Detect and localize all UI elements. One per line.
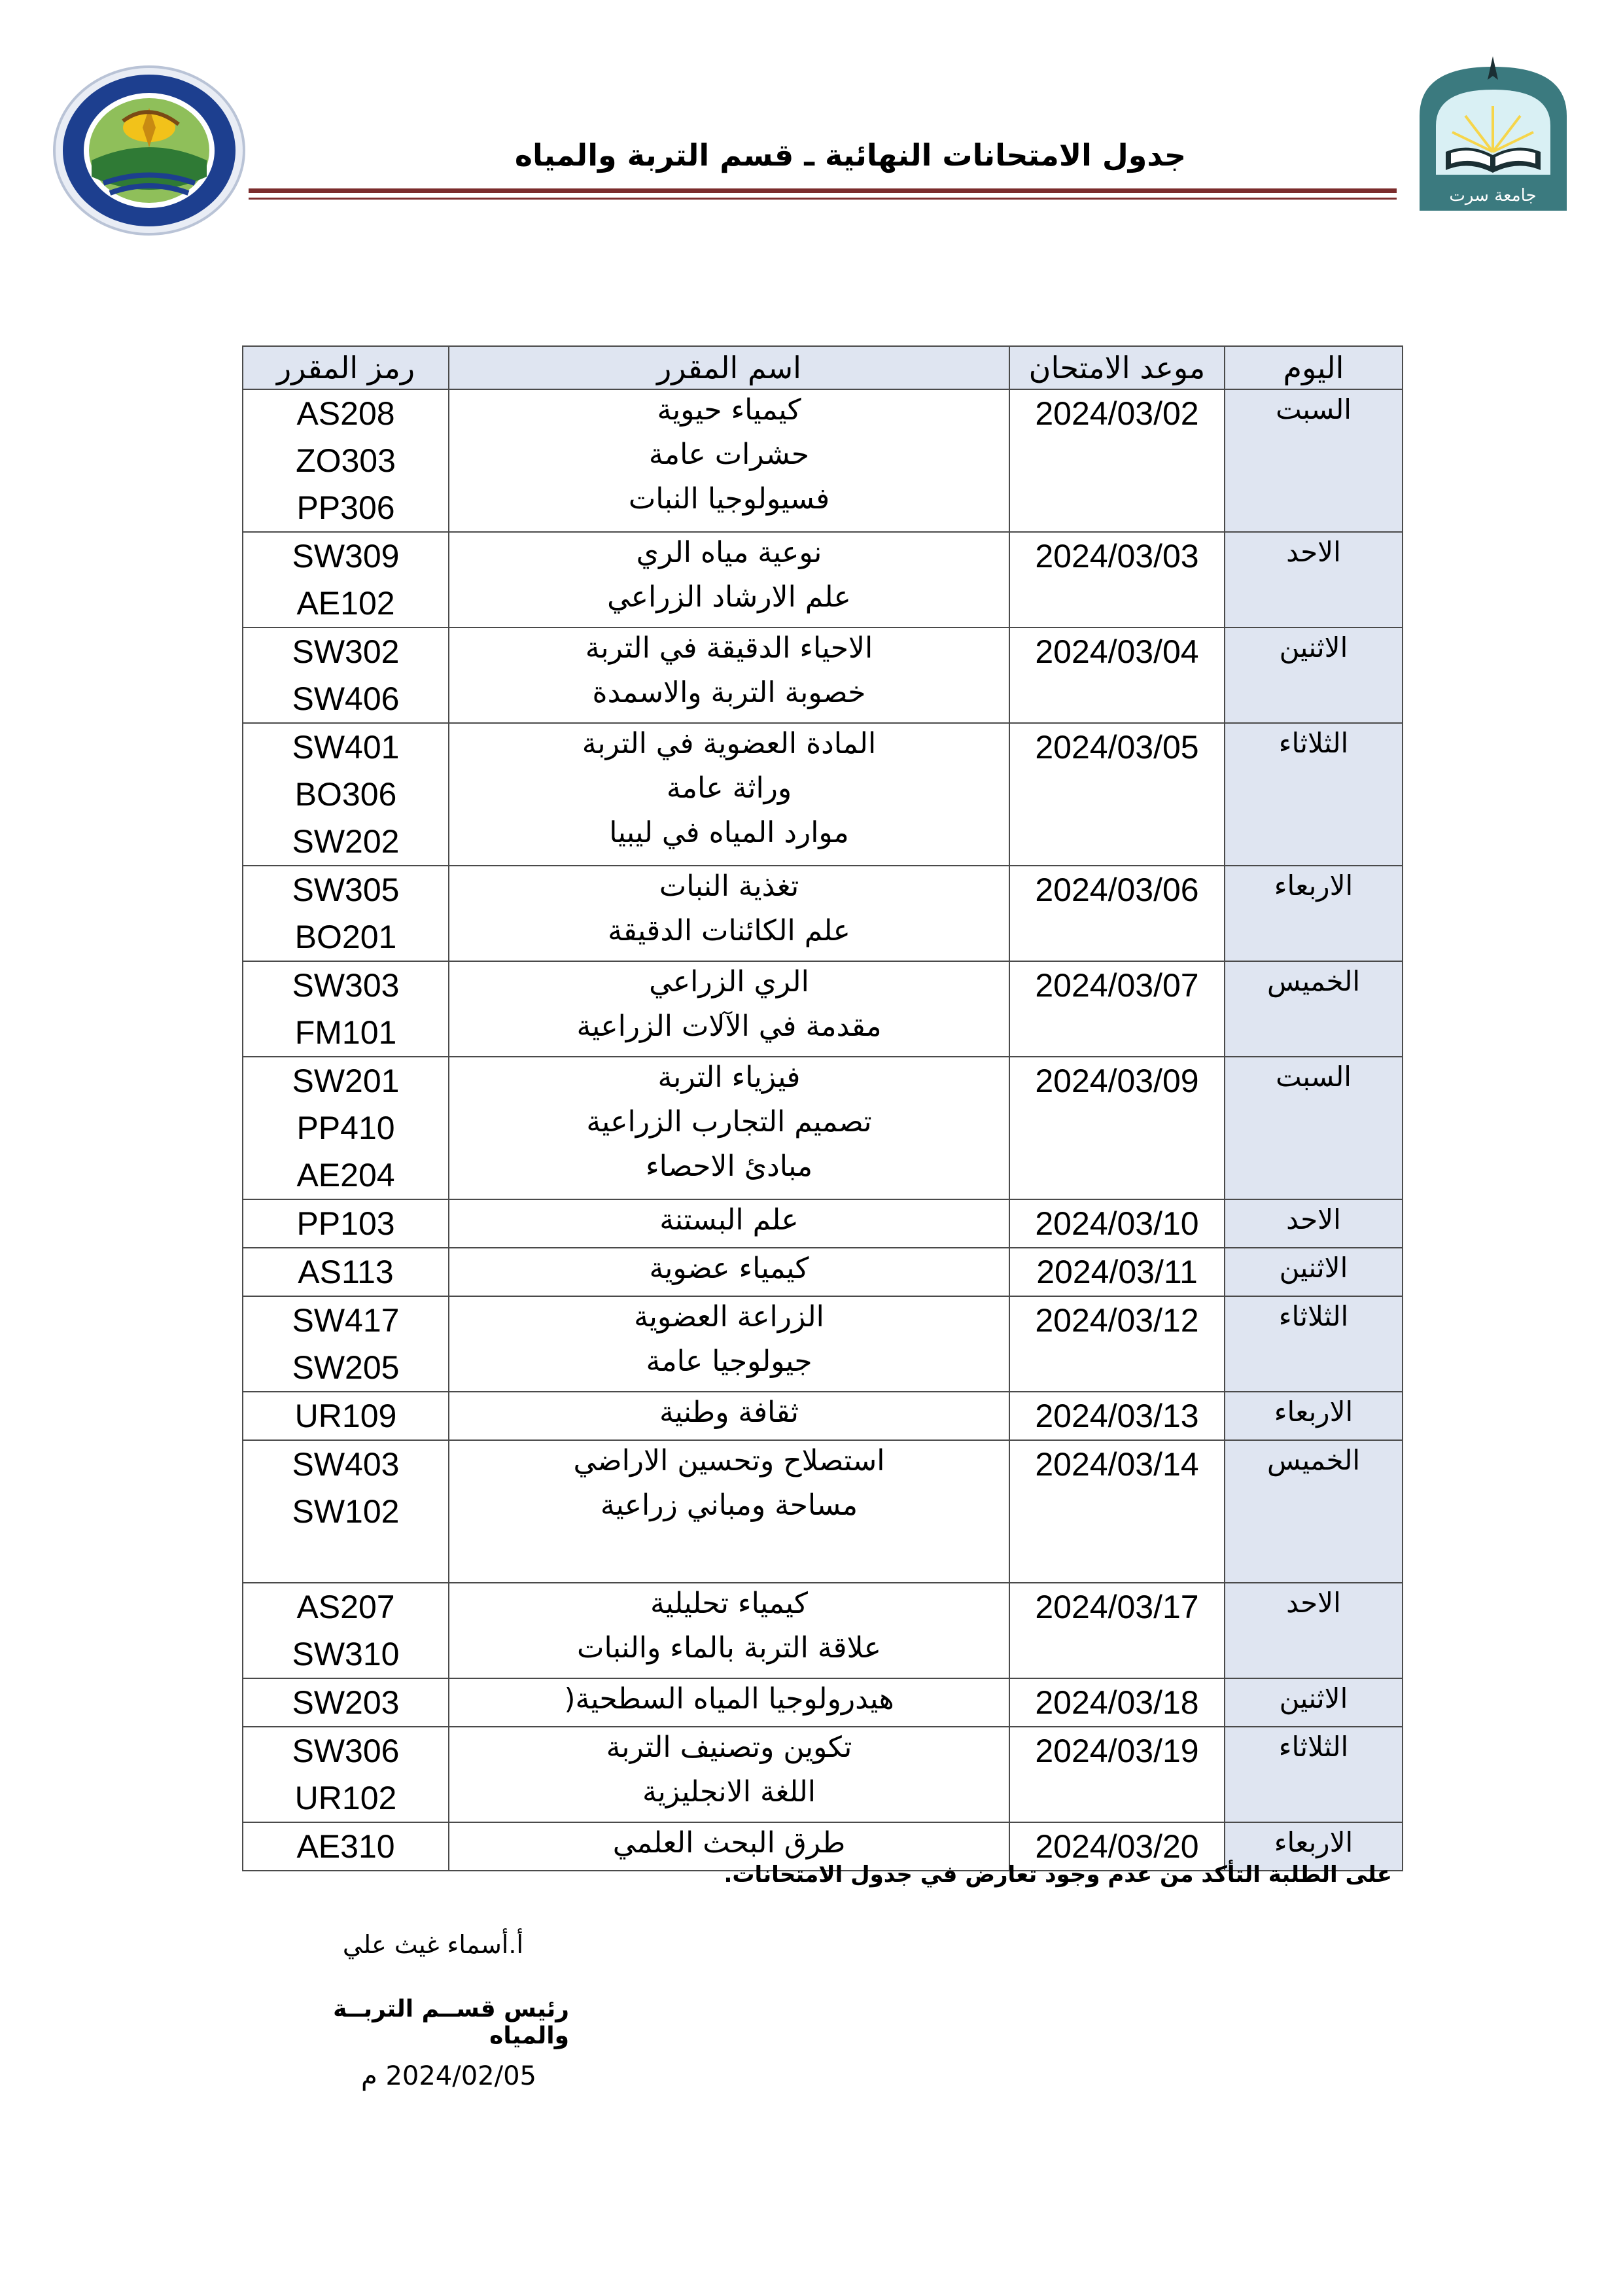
- table-row: [243, 1248, 1403, 1296]
- exam-day: الثلاثاء: [1278, 1300, 1349, 1332]
- exam-day-cell: [1225, 723, 1403, 866]
- course-code-cell: [243, 532, 449, 627]
- exam-day-cell: [1225, 961, 1403, 1057]
- exam-day-cell: [1225, 1392, 1403, 1440]
- exam-day-cell: [1225, 1057, 1403, 1199]
- course-name: مقدمة في الآلات الزراعية: [576, 1010, 882, 1043]
- exam-date-cell: [1009, 627, 1225, 723]
- exam-day: السبت: [1276, 1061, 1352, 1093]
- exam-day-cell: [1225, 1199, 1403, 1248]
- exam-day-cell: [1225, 1678, 1403, 1727]
- course-code-cell: [243, 627, 449, 723]
- course-code: BO306: [294, 776, 397, 813]
- course-name-cell: [449, 1057, 1009, 1199]
- exam-date: 2024/03/04: [1035, 633, 1199, 670]
- header-name: اسم المقرر: [449, 346, 1009, 389]
- course-code: ZO303: [296, 442, 396, 479]
- exam-day: الاثنين: [1279, 631, 1348, 663]
- exam-day-cell: [1225, 627, 1403, 723]
- course-name: مساحة ومباني زراعية: [600, 1489, 858, 1522]
- course-code-cell: [243, 1392, 449, 1440]
- exam-date-cell: [1009, 1583, 1225, 1678]
- course-name: كيمياء عضوية: [649, 1252, 809, 1285]
- exam-date-cell: [1009, 961, 1225, 1057]
- exam-day-cell: [1225, 1727, 1403, 1822]
- exam-day-cell: [1225, 1583, 1403, 1678]
- exam-date: 2024/03/05: [1035, 729, 1199, 766]
- table-row: [243, 1057, 1403, 1199]
- course-name: كيمياء تحليلية: [650, 1587, 808, 1620]
- exam-date-cell: [1009, 723, 1225, 866]
- title-rule-thin: [249, 198, 1397, 200]
- course-name: خصوبة التربة والاسمدة: [592, 676, 866, 709]
- course-code: SW302: [292, 633, 400, 670]
- students-note: على الطلبة التأكد من عدم وجود تعارض في جدول الامتحانات.: [724, 1862, 1392, 1888]
- course-name: تغذية النبات: [659, 870, 799, 903]
- exam-date: 2024/03/18: [1035, 1684, 1199, 1721]
- course-name: المادة العضوية في التربة: [582, 727, 877, 760]
- header-date: موعد الامتحان: [1009, 346, 1225, 389]
- exam-day: الاحد: [1286, 536, 1341, 568]
- exam-date-cell: [1009, 866, 1225, 961]
- course-code: SW310: [292, 1636, 400, 1672]
- course-code: AE310: [296, 1828, 395, 1865]
- exam-date-cell: [1009, 1199, 1225, 1248]
- course-name: علم البستنة: [659, 1203, 799, 1237]
- course-name-cell: [449, 1440, 1009, 1583]
- signer-role: رئيس قســم التربــة والمياه: [333, 1996, 569, 2049]
- course-code: AS207: [296, 1589, 395, 1625]
- course-code-cell: [243, 866, 449, 961]
- exam-day-cell: [1225, 1440, 1403, 1583]
- exam-date: 2024/03/02: [1035, 395, 1199, 432]
- exam-schedule-table: [242, 345, 1397, 1871]
- course-name: مبادئ الاحصاء: [645, 1150, 813, 1183]
- exam-date: 2024/03/19: [1035, 1733, 1199, 1769]
- course-code: SW309: [292, 538, 400, 574]
- course-name-cell: [449, 866, 1009, 961]
- course-code: FM101: [294, 1014, 397, 1051]
- course-name: علم الكائنات الدقيقة: [608, 914, 850, 947]
- course-name: استصلاح وتحسين الاراضي: [573, 1444, 885, 1477]
- course-code: AE204: [296, 1157, 395, 1193]
- course-code-cell: [243, 1296, 449, 1392]
- course-name: الاحياء الدقيقة في التربة: [585, 631, 873, 665]
- course-name: تكوين وتصنيف التربة: [606, 1731, 852, 1764]
- course-code: AS208: [296, 395, 395, 432]
- table-row: [243, 389, 1403, 532]
- course-code-cell: [243, 1583, 449, 1678]
- course-name: الزراعة العضوية: [634, 1300, 824, 1333]
- course-name: فيزياء التربة: [657, 1061, 801, 1094]
- exam-date-cell: [1009, 1440, 1225, 1583]
- course-code: SW303: [292, 967, 400, 1004]
- exam-day-cell: [1225, 1248, 1403, 1296]
- course-code: SW305: [292, 872, 400, 908]
- exam-day: الاربعاء: [1274, 1826, 1353, 1858]
- course-code: SW205: [292, 1349, 400, 1386]
- exam-day: الثلاثاء: [1278, 1731, 1349, 1763]
- exam-date-cell: [1009, 532, 1225, 627]
- course-name: جيولوجيا عامة: [646, 1345, 812, 1378]
- course-code: BO201: [294, 919, 397, 955]
- exam-date: 2024/03/20: [1035, 1828, 1199, 1865]
- course-name: اللغة الانجليزية: [642, 1775, 816, 1809]
- course-name-cell: [449, 532, 1009, 627]
- exam-day-cell: [1225, 532, 1403, 627]
- university-logo: [1413, 54, 1573, 224]
- exam-date-cell: [1009, 1392, 1225, 1440]
- exam-day: الاثنين: [1279, 1682, 1348, 1714]
- exam-day-cell: [1225, 389, 1403, 532]
- course-name: هيدرولوجيا المياه السطحية(: [564, 1682, 894, 1716]
- course-code: AS113: [298, 1254, 394, 1290]
- exam-day: الخميس: [1266, 965, 1361, 997]
- course-code: UR102: [294, 1780, 397, 1816]
- course-name-cell: [449, 1248, 1009, 1296]
- exam-date: 2024/03/03: [1035, 538, 1199, 574]
- exam-date-cell: [1009, 1057, 1225, 1199]
- course-name: تصميم التجارب الزراعية: [586, 1105, 872, 1139]
- table-row: [243, 532, 1403, 627]
- course-name: حشرات عامة: [648, 438, 810, 471]
- exam-date: 2024/03/07: [1035, 967, 1199, 1004]
- header-code: رمز المقرر: [243, 346, 449, 389]
- table-row: [243, 1199, 1403, 1248]
- table-row: [243, 1296, 1403, 1392]
- course-name-cell: [449, 1392, 1009, 1440]
- course-code: SW306: [292, 1733, 400, 1769]
- course-name: علم الارشاد الزراعي: [607, 580, 851, 614]
- course-code: PP410: [296, 1110, 395, 1146]
- table-row: [243, 866, 1403, 961]
- course-name: وراثة عامة: [666, 771, 792, 805]
- course-code-cell: [243, 723, 449, 866]
- exam-day-cell: [1225, 1296, 1403, 1392]
- course-name-cell: [449, 1678, 1009, 1727]
- course-code: SW102: [292, 1493, 400, 1530]
- course-name-cell: [449, 961, 1009, 1057]
- exam-day: الاربعاء: [1274, 1396, 1353, 1428]
- table-body: [243, 389, 1403, 1871]
- course-code-cell: [243, 1678, 449, 1727]
- table-row: [243, 723, 1403, 866]
- exam-date-cell: [1009, 1296, 1225, 1392]
- course-name: ثقافة وطنية: [659, 1396, 799, 1429]
- table-row: [243, 1392, 1403, 1440]
- course-code: SW417: [292, 1302, 400, 1339]
- course-name-cell: [449, 1583, 1009, 1678]
- table-row: [243, 1727, 1403, 1822]
- university-logo-text: جامعة سرت: [1449, 186, 1537, 205]
- exam-date: 2024/03/14: [1035, 1446, 1199, 1483]
- exam-date-cell: [1009, 1678, 1225, 1727]
- header-day: اليوم: [1225, 346, 1403, 389]
- course-name: نوعية مياه الري: [636, 536, 822, 569]
- exam-day: الثلاثاء: [1278, 727, 1349, 759]
- course-code-cell: [243, 1199, 449, 1248]
- course-name: فسيولوجيا النبات: [628, 482, 830, 516]
- table-row: [243, 627, 1403, 723]
- course-code-cell: [243, 389, 449, 532]
- course-code: SW403: [292, 1446, 400, 1483]
- course-code: UR109: [294, 1398, 397, 1434]
- course-code: PP103: [296, 1205, 395, 1242]
- course-name: الري الزراعي: [649, 965, 809, 998]
- course-name: طرق البحث العلمي: [612, 1826, 846, 1860]
- table-row: [243, 1583, 1403, 1678]
- sirte-university-logo-icon: [1413, 54, 1573, 224]
- exam-day: الاحد: [1286, 1587, 1341, 1619]
- course-name-cell: [449, 389, 1009, 532]
- page-title: جدول الامتحانات النهائية ـ قسم التربة والمياه: [514, 137, 1187, 173]
- course-name-cell: [449, 1727, 1009, 1822]
- exam-date-cell: [1009, 1727, 1225, 1822]
- exam-date: 2024/03/17: [1035, 1589, 1199, 1625]
- exam-day: السبت: [1276, 393, 1352, 425]
- exam-date: 2024/03/13: [1035, 1398, 1199, 1434]
- exam-day: الاثنين: [1279, 1252, 1348, 1284]
- course-code: SW406: [292, 680, 400, 717]
- exam-date: 2024/03/06: [1035, 872, 1199, 908]
- table-row: [243, 961, 1403, 1057]
- exam-day-cell: [1225, 866, 1403, 961]
- course-code-cell: [243, 1057, 449, 1199]
- course-code-cell: [243, 961, 449, 1057]
- table-row: [243, 1678, 1403, 1727]
- course-code-cell: [243, 1727, 449, 1822]
- course-code: SW203: [292, 1684, 400, 1721]
- exam-date-cell: [1009, 1248, 1225, 1296]
- course-code-cell: [243, 1440, 449, 1583]
- course-code: AE102: [296, 585, 395, 622]
- table-row: [243, 1440, 1403, 1583]
- exam-day: الاحد: [1286, 1203, 1341, 1235]
- course-code-cell: [243, 1248, 449, 1296]
- exam-date: 2024/03/11: [1036, 1254, 1198, 1290]
- table-header-row: [243, 346, 1403, 389]
- exam-day: الاربعاء: [1274, 870, 1353, 902]
- exam-date: 2024/03/09: [1035, 1063, 1199, 1099]
- faculty-of-agriculture-seal-icon: [51, 62, 247, 239]
- exam-date: 2024/03/12: [1035, 1302, 1199, 1339]
- exam-day: الخميس: [1266, 1444, 1361, 1476]
- exam-date: 2024/03/10: [1035, 1205, 1199, 1242]
- course-name-cell: [449, 1296, 1009, 1392]
- course-name: علاقة التربة بالماء والنبات: [577, 1631, 881, 1665]
- course-name-cell: [449, 1199, 1009, 1248]
- course-code: SW201: [292, 1063, 400, 1099]
- course-name: كيمياء حيوية: [657, 393, 801, 427]
- course-name-cell: [449, 627, 1009, 723]
- signer-name: أ.أسماء غيث علي: [342, 1930, 523, 1959]
- course-name: موارد المياه في ليبيا: [609, 816, 849, 849]
- faculty-seal-logo: [51, 62, 247, 239]
- signature-date: 2024/02/05 م: [360, 2061, 536, 2091]
- course-code: SW401: [292, 729, 400, 766]
- title-rule-thick: [249, 188, 1397, 193]
- course-name-cell: [449, 723, 1009, 866]
- course-code: SW202: [292, 823, 400, 860]
- course-code: PP306: [296, 489, 395, 526]
- exam-date-cell: [1009, 389, 1225, 532]
